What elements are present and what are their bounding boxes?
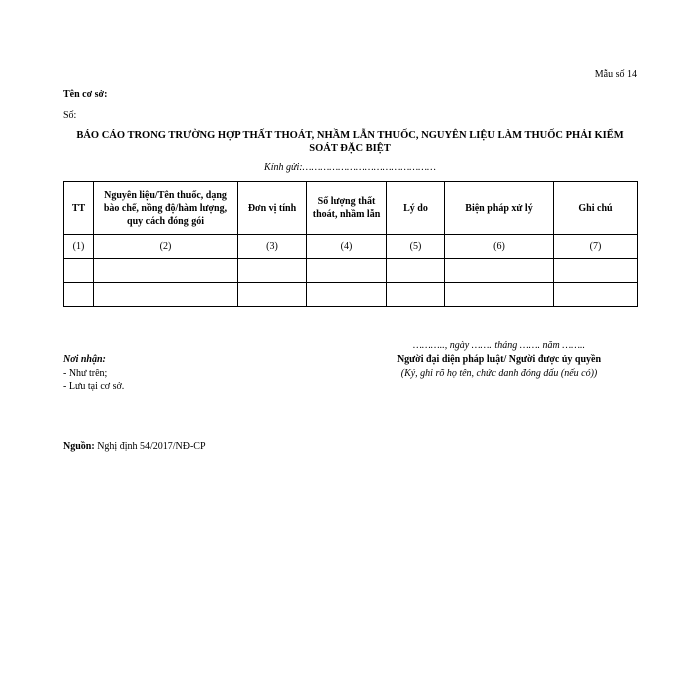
index-cell: (4) [307, 235, 387, 259]
table-cell [307, 259, 387, 283]
table-cell [554, 259, 638, 283]
source-line [63, 441, 206, 452]
table-cell [64, 283, 94, 307]
recipient-item: - Lưu tại cơ sở. [63, 381, 125, 392]
source-value: Nghị định 54/2017/NĐ-CP [97, 441, 206, 452]
table-cell [94, 259, 238, 283]
table-cell [64, 259, 94, 283]
report-title [63, 129, 637, 155]
header-material-name: Nguyên liệu/Tên thuốc, dạng bào chế, nồng độ/hàm lượng, quy cách đóng gói [94, 182, 238, 235]
table-header-row [64, 182, 638, 235]
header-unit: Đơn vị tính [238, 182, 307, 235]
report-title-line-1: BÁO CÁO TRONG TRƯỜNG HỢP THẤT THOÁT, NHẦM LẪN THUỐC, NGUYÊN LIỆU LÀM THUỐC PHẢI KIỂM [76, 130, 624, 141]
index-cell: (1) [64, 235, 94, 259]
index-cell: (6) [445, 235, 554, 259]
recipient-line: Kính gửi:……………………………………… [264, 162, 436, 173]
header-reason: Lý do [387, 182, 445, 235]
table-row [64, 283, 638, 307]
signer-title: Người đại diện pháp luật/ Người được ủy quyền [396, 354, 602, 365]
header-measures: Biện pháp xử lý [445, 182, 554, 235]
header-notes: Ghi chú [554, 182, 638, 235]
index-cell: (2) [94, 235, 238, 259]
table-cell [387, 259, 445, 283]
document-number-label: Số: [63, 110, 77, 121]
table-cell [94, 283, 238, 307]
table-cell [238, 259, 307, 283]
table-cell [307, 283, 387, 307]
table-row [64, 259, 638, 283]
report-title-line-2: SOÁT ĐẶC BIỆT [309, 143, 391, 154]
date-line: ……….., ngày ……. tháng ……. năm …….. [413, 340, 585, 351]
org-name-label: Tên cơ sở: [63, 89, 108, 100]
report-table [63, 181, 638, 307]
recipient-item: - Như trên; [63, 368, 108, 379]
header-tt: TT [64, 182, 94, 235]
recipients-label: Nơi nhận: [63, 354, 106, 365]
form-number: Mẫu số 14 [594, 69, 637, 80]
signer-note: (Ký, ghi rõ họ tên, chức danh đóng dấu (nếu có)) [400, 368, 598, 379]
table-cell [554, 283, 638, 307]
header-quantity: Số lượng thất thoát, nhầm lẫn [307, 182, 387, 235]
table-cell [387, 283, 445, 307]
index-cell: (3) [238, 235, 307, 259]
table-cell [238, 283, 307, 307]
table-index-row [64, 235, 638, 259]
index-cell: (5) [387, 235, 445, 259]
table-cell [445, 283, 554, 307]
index-cell: (7) [554, 235, 638, 259]
source-label: Nguồn: [63, 441, 95, 452]
table-cell [445, 259, 554, 283]
